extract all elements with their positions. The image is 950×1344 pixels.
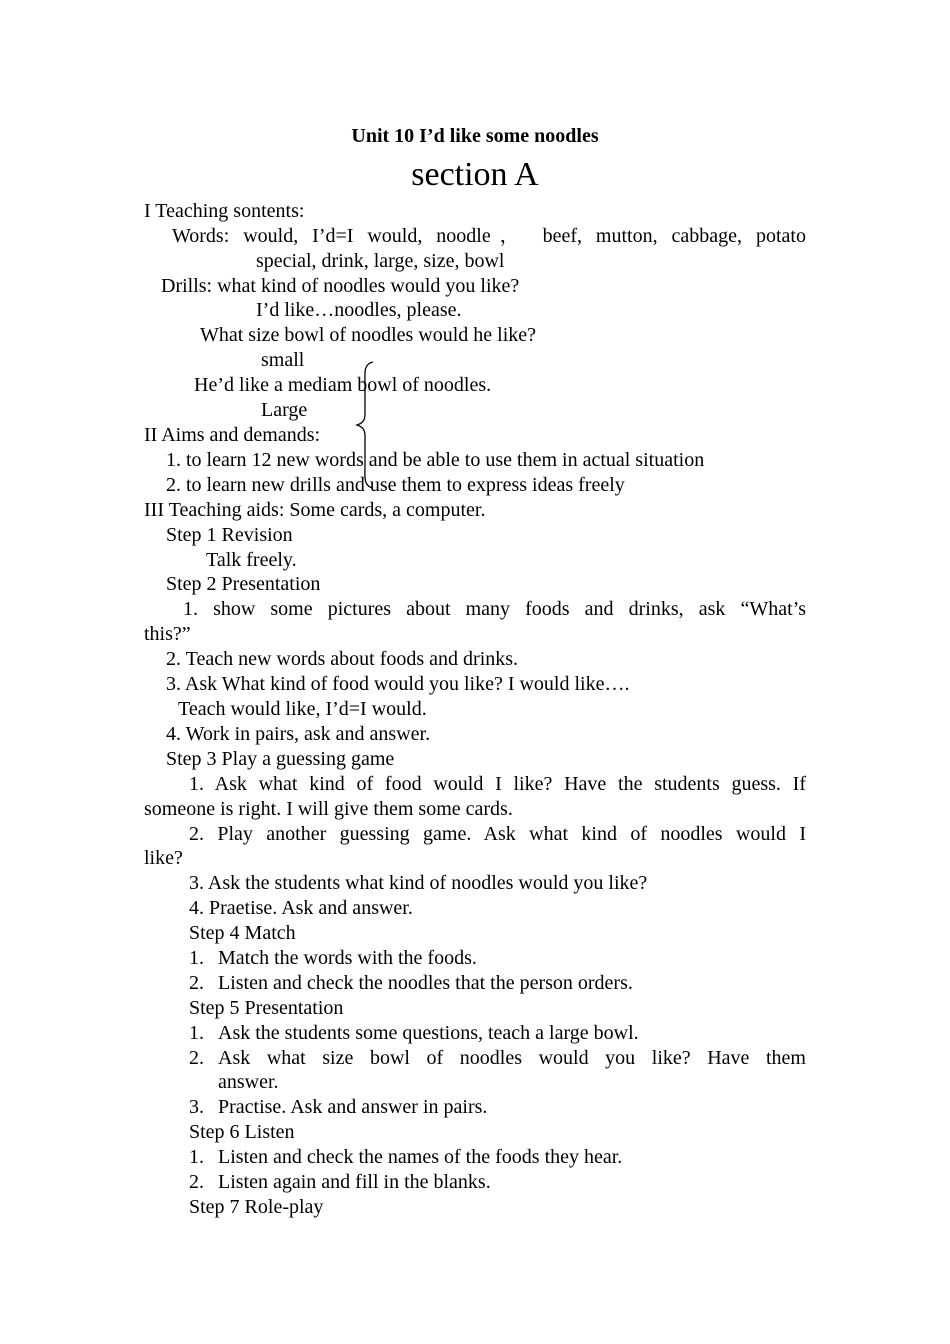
list-text: Listen and check the noodles that the person orders. bbox=[218, 972, 633, 994]
drills-line: I’d like…noodles, please. bbox=[256, 299, 462, 321]
list-item bbox=[189, 1021, 639, 1046]
list-number: 2. bbox=[189, 1171, 204, 1193]
list-number: 1. bbox=[189, 1022, 204, 1044]
aim-item: 2. to learn new drills and use them to express ideas freely bbox=[166, 474, 625, 496]
step-text: 3. Ask What kind of food would you like? I would like…. bbox=[166, 673, 630, 695]
words-line-cont: special, drink, large, size, bowl bbox=[256, 250, 505, 272]
step-heading: Step 1 Revision bbox=[166, 524, 293, 546]
section-title: section A bbox=[411, 156, 539, 193]
step-text: Talk freely. bbox=[206, 549, 297, 571]
list-number: 2. bbox=[189, 1047, 204, 1069]
step-text: Teach would like, I’d=I would. bbox=[178, 698, 427, 720]
step-heading: Step 4 Match bbox=[189, 922, 296, 944]
list-number: 3. bbox=[189, 1096, 204, 1118]
step-text: 3. Ask the students what kind of noodles would you like? bbox=[189, 872, 648, 894]
step-text-cont: this?” bbox=[144, 623, 191, 645]
section-heading-aids: III Teaching aids: Some cards, a computer. bbox=[144, 499, 486, 521]
step-heading: Step 6 Listen bbox=[189, 1121, 295, 1143]
list-text: Ask what size bowl of noodles would you like? Have them bbox=[218, 1047, 806, 1069]
step-text: 4. Work in pairs, ask and answer. bbox=[166, 723, 431, 745]
list-text: Ask the students some questions, teach a large bowl. bbox=[218, 1022, 639, 1044]
step-heading: Step 7 Role-play bbox=[189, 1196, 324, 1218]
list-item bbox=[189, 1170, 491, 1195]
size-option-small: small bbox=[261, 349, 305, 371]
aim-item: 1. to learn 12 new words and be able to use them in actual situation bbox=[166, 449, 705, 471]
list-text: Match the words with the foods. bbox=[218, 947, 477, 969]
size-option-large: Large bbox=[261, 399, 308, 421]
step-text: 4. Praetise. Ask and answer. bbox=[189, 897, 413, 919]
section-heading-aims: II Aims and demands: bbox=[144, 424, 321, 446]
step-text: 2. Teach new words about foods and drinks. bbox=[166, 648, 519, 670]
drills-line: What size bowl of noodles would he like? bbox=[200, 324, 537, 346]
drills-line: He’d like a mediam bowl of noodles. bbox=[194, 374, 492, 396]
list-item bbox=[189, 1145, 622, 1170]
list-text-cont: answer. bbox=[218, 1071, 279, 1093]
words-line: Words: would, I’d=I would, noodle， beef, mutton, cabbage, potato bbox=[172, 225, 806, 247]
section-heading-contents: I Teaching sontents: bbox=[144, 200, 305, 222]
document-title: Unit 10 I’d like some noodles bbox=[351, 125, 599, 147]
step-text-cont: like? bbox=[144, 847, 183, 869]
step-text: 2. Play another guessing game. Ask what kind of noodles would I bbox=[189, 823, 806, 845]
list-text: Practise. Ask and answer in pairs. bbox=[218, 1096, 488, 1118]
step-heading: Step 5 Presentation bbox=[189, 997, 344, 1019]
drills-line: Drills: what kind of noodles would you like? bbox=[161, 275, 520, 297]
list-text: Listen again and fill in the blanks. bbox=[218, 1171, 491, 1193]
list-number: 1. bbox=[189, 947, 204, 969]
list-number: 2. bbox=[189, 972, 204, 994]
list-text: Listen and check the names of the foods they hear. bbox=[218, 1146, 623, 1168]
list-item bbox=[189, 971, 633, 996]
step-text-cont: someone is right. I will give them some cards. bbox=[144, 798, 513, 820]
step-heading: Step 2 Presentation bbox=[166, 573, 321, 595]
list-item bbox=[189, 1095, 487, 1120]
list-item bbox=[189, 1046, 218, 1071]
step-text: 1. show some pictures about many foods and drinks, ask “What’s bbox=[183, 598, 806, 620]
step-text: 1. Ask what kind of food would I like? Have the students guess. If bbox=[189, 773, 806, 795]
list-number: 1. bbox=[189, 1146, 204, 1168]
list-item bbox=[189, 946, 477, 971]
step-heading: Step 3 Play a guessing game bbox=[166, 748, 395, 770]
